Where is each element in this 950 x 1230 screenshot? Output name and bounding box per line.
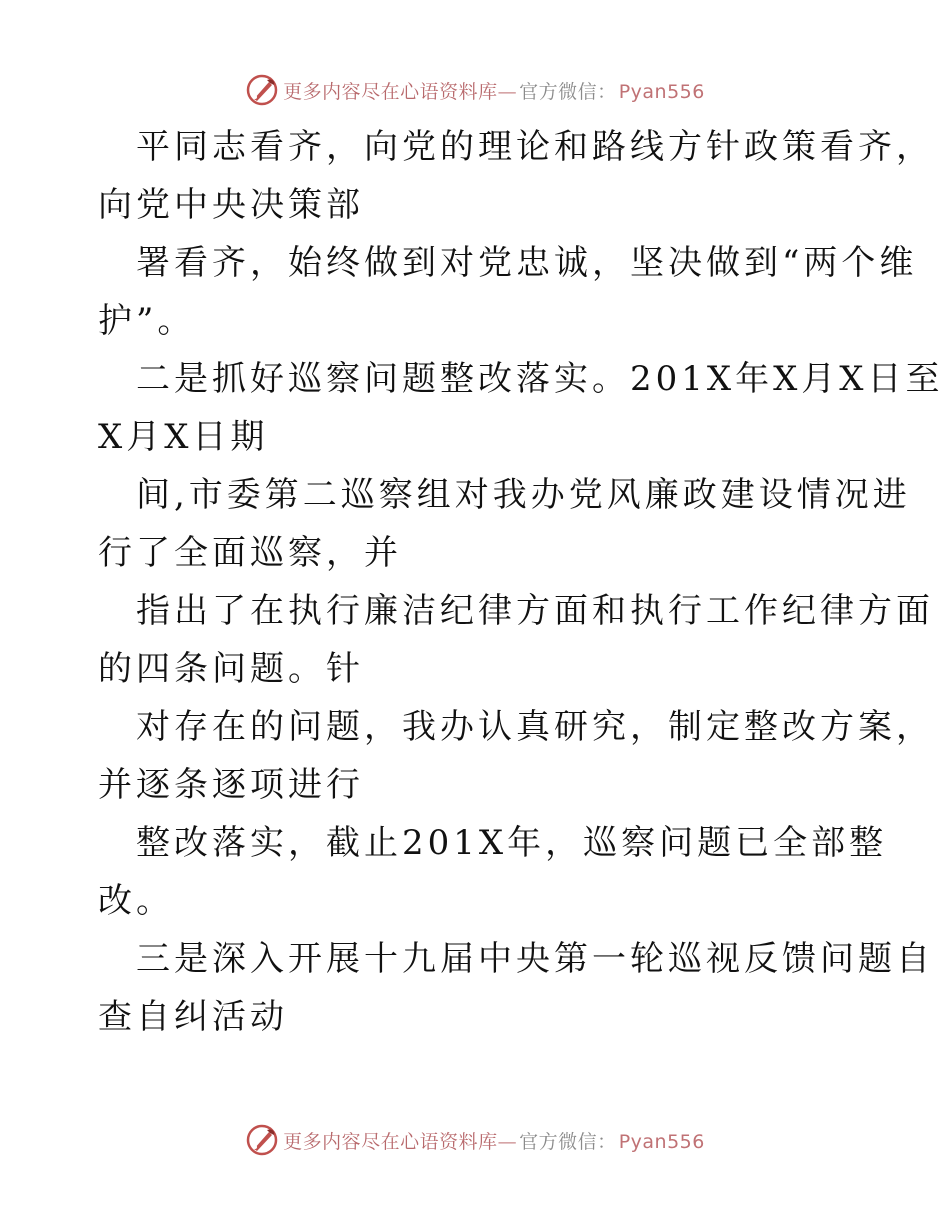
watermark-wechat-id: Pyan556 xyxy=(618,80,705,103)
watermark-brand: 更多内容尽在心语资料库 xyxy=(283,1130,498,1153)
watermark-dash: — xyxy=(497,1130,518,1153)
quill-logo-icon xyxy=(245,73,279,107)
text-line: 行了全面巡察，并 xyxy=(98,533,402,573)
text-line: 并逐条逐项进行 xyxy=(98,765,364,805)
text-line: 平同志看齐，向党的理论和路线方针政策看齐， xyxy=(136,127,934,167)
quill-logo-icon xyxy=(245,1123,279,1157)
text-line: 三是深入开展十九届中央第一轮巡视反馈问题自 xyxy=(136,939,934,979)
text-line: 向党中央决策部 xyxy=(98,185,364,225)
watermark-text xyxy=(283,1127,705,1154)
watermark-official-label: 官方微信： xyxy=(519,80,617,103)
footer-watermark xyxy=(0,1120,950,1160)
header-watermark xyxy=(0,70,950,110)
text-line: 护”。 xyxy=(98,301,196,341)
text-line: 署看齐，始终做到对党忠诚，坚决做到“两个维 xyxy=(136,243,918,283)
text-line: 指出了在执行廉洁纪律方面和执行工作纪律方面 xyxy=(136,591,934,631)
text-line: 整改落实，截止201X年，巡察问题已全部整 xyxy=(136,823,888,863)
watermark-text xyxy=(283,77,705,104)
text-line: X月X日期 xyxy=(98,417,269,457)
text-line: 对存在的问题，我办认真研究，制定整改方案， xyxy=(136,707,934,747)
text-line: 二是抓好巡察问题整改落实。201X年X月X日至 xyxy=(136,359,944,399)
text-line: 间,市委第二巡察组对我办党风廉政建设情况进 xyxy=(136,475,911,515)
watermark-official-label: 官方微信： xyxy=(519,1130,617,1153)
text-line: 的四条问题。针 xyxy=(98,649,364,689)
watermark-wechat-id: Pyan556 xyxy=(618,1130,705,1153)
text-line: 改。 xyxy=(98,881,174,921)
watermark-dash: — xyxy=(497,80,518,103)
text-line: 查自纠活动 xyxy=(98,997,288,1037)
watermark-brand: 更多内容尽在心语资料库 xyxy=(283,80,498,103)
document-body xyxy=(98,118,944,1046)
